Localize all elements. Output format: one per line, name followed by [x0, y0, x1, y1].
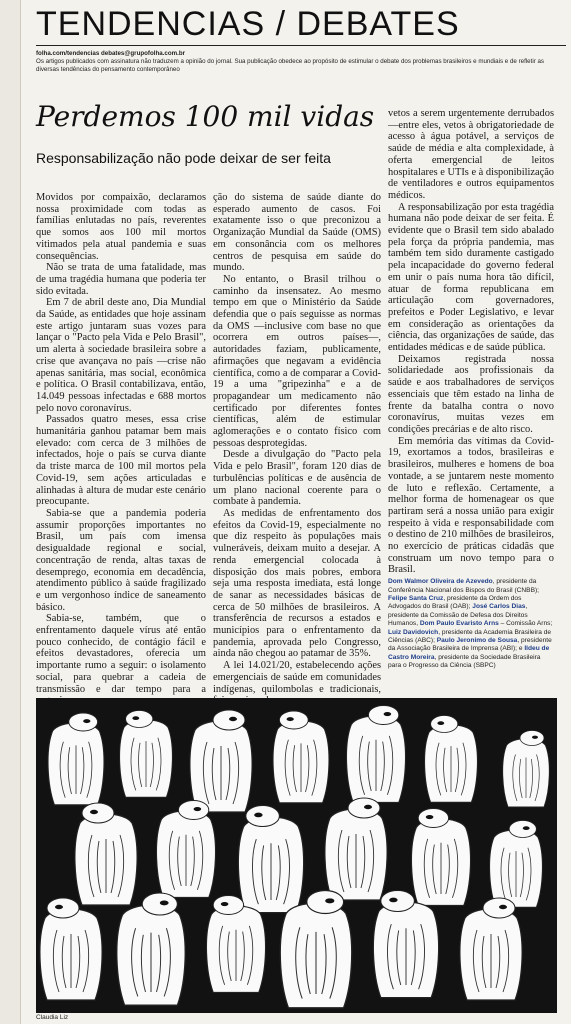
article-column-2 — [213, 192, 381, 695]
paragraph: As medidas de enfrentamento dos efeitos da Covid-19, especialmente no que diz respeito às populações mais vulneráveis, deixam muito a desejar. A renda emergencial colocada à disposição dos mais pobres, embora seja uma resposta imediata, está longe de sanar as necessidades básicas de cerca de 50 milhões de brasileiros. A transferência de recursos a estados e municípios para o enfrentamento da pandemia, aprovada pelo Congresso, ainda não chegou ao patamar de 35%. — [213, 507, 381, 660]
hooded-figure — [120, 711, 173, 798]
paragraph: Sabia-se que a pandemia poderia assumir proporções importantes no Brasil, um país com imensa desigualdade regional e social, concentração de renda, altas taxas de desemprego, economia em decadência, atendimento público à saúde fragilizado e um vergonhoso índice de saneamento básico. — [36, 507, 206, 613]
signatory-role: , presidente da Comissão de Defesa dos Direitos Humanos, — [388, 603, 528, 628]
section-title: TENDENCIAS / DEBATES — [36, 5, 460, 43]
signatory-role: – Comissão Arns; — [498, 620, 553, 628]
hooded-figure — [346, 706, 405, 803]
signatory-role: , presidente da Ordem dos Advogados do Brasil (OAB); — [388, 594, 522, 611]
hooded-figure — [40, 898, 102, 1000]
section-meta — [36, 50, 556, 75]
signatory-name: José Carlos Dias — [472, 603, 526, 611]
paragraph: No entanto, o Brasil trilhou o caminho da insensatez. Ao mesmo tempo em que o Ministério da Saúde defendia que o país seguisse as normas da OMS —inclusive com base no que ocorrera em outros países—, autoridades faziam, publicamente, afirmações que negavam a evidência científica, como a de comparar a Covid-19 a uma "gripezinha" e a de propagandear um medicamento não certificado por diferentes fontes científicas, além de estimular aglomerações e o contato físico com pessoas desprotegidas. — [213, 273, 381, 449]
hooded-figure — [190, 710, 252, 812]
section-links: folha.com/tendencias debates@grupofolha.com.br — [36, 50, 186, 57]
hooded-figure — [425, 716, 478, 803]
article-column-1 — [36, 192, 206, 695]
signatory-name: Dom Paulo Evaristo Arns — [419, 620, 499, 628]
hooded-figure — [460, 898, 522, 1000]
paragraph: A responsabilização por esta tragédia humana não pode deixar de ser feita. É evidente que o Brasil tem sido abalado pela força da própria pandemia, mas também tem sido duramente castigado pela incapacidade do governo federal em unir o país numa hora tão difícil, atuar de forma republicana em articulação com governadores, prefeitos e Poder Legislativo, e levar em consideração as orientações da ciência, das organizações de saúde, das entidades médicas e de saúde pública. — [388, 201, 554, 354]
paragraph: Em memória das vítimas da Covid-19, exortamos a todos, brasileiras e brasileiros, mulheres e homens de boa vontade, a se juntarem neste momento de luto e reflexão. Certamente, a melhor forma de homenagear os que partiram será a nossa união para exigir respeito à vida e responsabilidade com o destino de 210 milhões de brasileiros, no exercício de práticas cidadãs que construam um novo tempo para o Brasil. — [388, 435, 554, 576]
hooded-figure — [490, 821, 543, 908]
paragraph: Em 7 de abril deste ano, Dia Mundial da Saúde, as entidades que hoje assinam este artigo juntaram suas vozes para lançar o "Pacto pela Vida e Pelo Brasil", um alerta à sociedade brasileira sobre a crise que avançava no país —crise não apenas sanitária, mas social, econômica e política. O Brasil contabilizava, então, 14.049 pessoas infectadas e 688 mortos pelo novo coronavírus. — [36, 297, 206, 414]
article-column-3 — [388, 108, 554, 698]
hooded-figure — [373, 891, 438, 998]
hooded-figure — [273, 711, 329, 803]
hooded-figure — [117, 893, 185, 1005]
signatory-name: Paulo Jeronimo de Sousa — [436, 636, 518, 644]
signatory-role: , presidente da Academia Brasileira de Ciências (ABC); — [388, 628, 552, 644]
signatory-name: Luiz Davidovich — [388, 628, 439, 636]
paragraph: A lei 14.021/20, estabelecendo ações emergenciais de saúde em comunidades indígenas, quilombolas e tradicionais, — [213, 660, 381, 695]
paragraph: ção do sistema de saúde diante do esperado aumento de casos. Foi exatamente isso o que preconizou a Organização Mundial da Saúde (OMS) em consonância com os melhores centros de pesquisa em saúde do mundo. — [213, 192, 381, 274]
article-subhead: Responsabilização não pode deixar de ser feita — [36, 150, 331, 166]
signatory-role: , presidente da Associação Brasileira de Imprensa (ABI); e — [388, 636, 552, 653]
hooded-figure — [503, 731, 550, 808]
mourning-figures-illustration — [36, 698, 557, 1013]
article-headline: Perdemos 100 mil vidas — [36, 100, 375, 133]
signatory-name: Ildeu de Castro Moreira — [388, 645, 550, 661]
signatory-role: , presidente da Sociedade Brasileira para o Progresso da Ciência (SBPC) — [388, 653, 541, 670]
hooded-figure — [48, 713, 104, 805]
paragraph: Desde a divulgação do "Pacto pela Vida e pelo Brasil", foram 120 dias de turbulências políticas e de ausência de um plano nacional coerente para o combate à pandemia. — [213, 449, 381, 508]
hooded-figure — [75, 803, 137, 905]
hooded-figure — [156, 801, 215, 898]
paragraph: Deixamos registrada nossa solidariedade aos profissionais da saúde e aos trabalhadores de serviços essenciais que têm estado na linha de frente da batalha contra o novo coronavírus, muitas vezes em condições precárias e de alto risco. — [388, 353, 554, 435]
signatory-role: , presidente da Conferência Nacional dos Bispos do Brasil (CNBB); — [388, 578, 539, 594]
paragraph: vetos a serem urgentemente derrubados —entre eles, vetos à obrigatoriedade de acesso à água potável, a serviços de saúde de média e alta complexidade, à oferta emergencial de leitos hospitalares e UTIs e à disponibilização de ventiladores e outros equipamentos médicos. — [388, 108, 554, 201]
page-gutter — [0, 0, 20, 1024]
paragraph: Passados quatro meses, essa crise humanitária ganhou patamar bem mais elevado: com cerca de 3 milhões de infectados, hoje o país se curva diante da triste marca de 100 mil mortos pela Covid-19, sem ações articuladas e alinhadas à altura de mudar este cenário preocupante. — [36, 414, 206, 508]
signatories — [388, 578, 554, 670]
paragraph: Sabia-se, também, que o enfrentamento daquele vírus até então pouco conhecido, de contágio fácil e efeitos devastadores, oferecia um importante rumo a seguir: o isolamento social, para quebrar a cadeia de transmissão e dar tempo para a — [36, 613, 206, 695]
editorial-note: Os artigos publicados com assinatura não traduzem a opinião do jornal. Sua publicação obedece ao propósito de estimular o debate dos problemas brasileiros e mundiais e de refletir as diversas tendências do pensamento contemporâneo — [36, 58, 545, 74]
hooded-figure — [238, 806, 303, 913]
hooded-figure — [411, 809, 470, 906]
gutter-rule — [20, 0, 21, 1024]
paragraph: Movidos por compaixão, declaramos nossa proximidade com todas as famílias enlutadas no país, reverentes que somos aos 100 mil mortos vitimados pela atual pandemia e suas consequências. — [36, 192, 206, 262]
paragraph: Não se trata de uma fatalidade, mas de uma tragédia humana que poderia ter sido evitada. — [36, 262, 206, 297]
section-divider — [36, 45, 566, 46]
hooded-figure — [325, 798, 387, 900]
signatory-name: Felipe Santa Cruz — [388, 594, 444, 602]
illustration-credit: Claudia Liz — [36, 1014, 69, 1021]
signatory-name: Dom Walmor Oliveira de Azevedo — [388, 578, 493, 586]
article-illustration — [36, 698, 557, 1013]
